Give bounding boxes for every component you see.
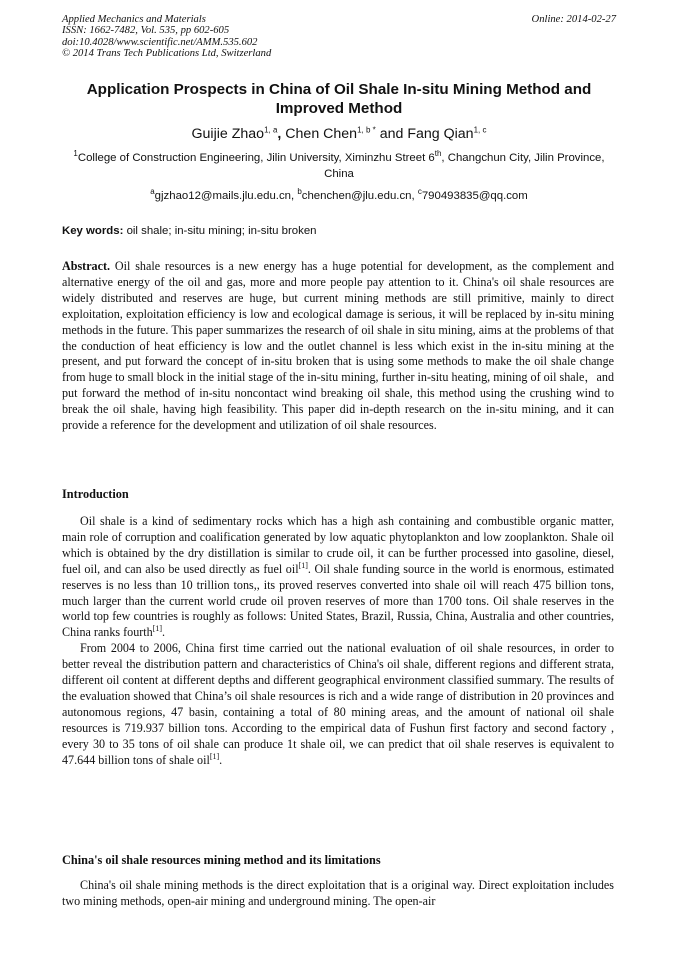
email-list [62,189,616,203]
email-mark: a [150,187,155,197]
author-affil-mark: 1, c [473,125,487,135]
journal-name: Applied Mechanics and Materials [62,14,206,25]
abstract-label: Abstract. [62,259,111,273]
keywords-text: oil shale; in-situ mining; in-situ broken [123,225,317,237]
section-heading-mining-methods: China's oil shale resources mining method and its limitations [62,853,381,867]
abstract [62,259,614,434]
paragraph [62,641,614,768]
affiliation-mark: 1 [73,149,78,159]
author-separator: and [375,126,408,142]
email-address[interactable]: chenchen@jlu.edu.cn, [301,190,418,202]
affiliation-text: , Changchun City, Jilin Province, China [324,152,605,180]
section-heading-introduction: Introduction [62,487,129,501]
paragraph [62,514,614,641]
email-mark: b [297,187,302,197]
citation-ref[interactable]: [1] [209,751,220,761]
online-date: Online: 2014-02-27 [531,14,616,25]
affiliation-text: College of Construction Engineering, Jilin University, Ximinzhu Street 6 [77,152,435,164]
paragraph: China's oil shale mining methods is the direct exploitation that is a original way. Direct exploitation includes two mining methods, open-air mining and underground mining. The open-air [62,878,614,908]
citation-ref[interactable]: [1] [298,560,308,570]
author-affil-mark: 1, a [264,125,278,135]
author-name: Guijie Zhao [191,126,265,142]
mining-section-body [62,878,614,910]
doi-line: doi:10.4028/www.scientific.net/AMM.535.602 [62,36,258,48]
introduction-body [62,514,614,769]
email-address[interactable]: gjzhao12@mails.jlu.edu.cn, [154,190,298,202]
citation-ref[interactable]: [1] [152,624,163,634]
paragraph-text: From 2004 to 2006, China first time carried out the national evaluation of oil shale resources, in order to better reveal the distribution pattern and characteristics of China's oil shale, different regions and different strata, different oil content at different depths and different geographical environment classified summary. The results of the evaluation showed that China’s oil shale resources is rich and a wide range of distribution in 20 provinces and autonomous regions, 47 basin, containing a total of 80 mining areas, and the amount of national oil shale resources is 719.937 billion tons. According to the empirical data of Fushun first factory and second factory , every 30 to 35 tons of oil shale can produce 1t shale oil, we can predict that oil shale reserves is equivalent to 47.644 billion tons of shale oil [62,641,614,767]
paragraph-text: . [162,625,166,640]
paper-title: Application Prospects in China of Oil Shale In-situ Mining Method and Improved Method [86,81,592,117]
keywords [62,224,616,238]
copyright-line: © 2014 Trans Tech Publications Ltd, Switzerland [62,48,272,60]
author-separator: , [277,126,286,142]
author-name: Fang Qian [407,126,474,142]
author-list [62,124,616,144]
paragraph-text: Oil shale is a kind of sedimentary rocks which has a high ash containing and combustible organic matter, main role of corruption and coalification generated by low aquatic phytoplankton and low zooplankton. Shale oil which is obtained by the dry distillation is similar to crude oil, it can be further processed into gasoline, diesel, fuel oil, and can also be used directly as fuel oil [62,514,614,576]
email-mark: c [417,187,422,197]
paragraph-text: . Oil shale funding source in the world is enormous, estimated reserves is no less than 10 trillion tons,, its proved reserves converted into shale oil will reach 475 billion tons, much larger than the current world crude oil proven reserves of more than 1700 tons. Oil shale reserves in the world top few countries is roughly as follows: United States, Brazil, Russia, China, Australia and other countries, China ranks fourth [62,561,614,640]
ordinal-suffix: th [434,149,442,159]
issn-line: ISSN: 1662-7482, Vol. 535, pp 602-605 [62,25,230,37]
author-affil-mark: 1, b * [357,125,376,135]
paragraph-text: . [219,752,223,767]
journal-header [62,14,271,60]
keywords-label: Key words: [62,225,124,237]
author-name: Chen Chen [285,126,358,142]
affiliation [62,151,616,183]
email-address[interactable]: 790493835@qq.com [421,190,528,202]
abstract-text: Oil shale resources is a new energy has a huge potential for development, as the complement and alternative energy of the oil and gas, more and more people pay attention to it. China's oil shale resources are widely distributed and reserves are huge, but current mining methods are still primitive, mainly to direct exploitation, exploitation efficiency is low and ecological damage is serious, it will be replaced by in-situ mining methods in the future. This paper summarizes the research of oil shale in situ mining, aims at the problems of that the conduction of heat efficiency is low and the outlet channel is less which exist in the in-situ mining at the present, and put forward the concept of in-situ broken that is using some methods to make the oil shale change from huge to small block in the initial stage of the in-situ mining, further in-situ heating, mining of oil shale，and put forward the method of in-situ noncontact wind breaking oil shale, this method using the crushing wind to break the oil shale, having high feasibility. This paper did in-depth research on the in-situ mining, and it can provide a reference for the development and utilization of oil shale resources. [62,259,614,433]
